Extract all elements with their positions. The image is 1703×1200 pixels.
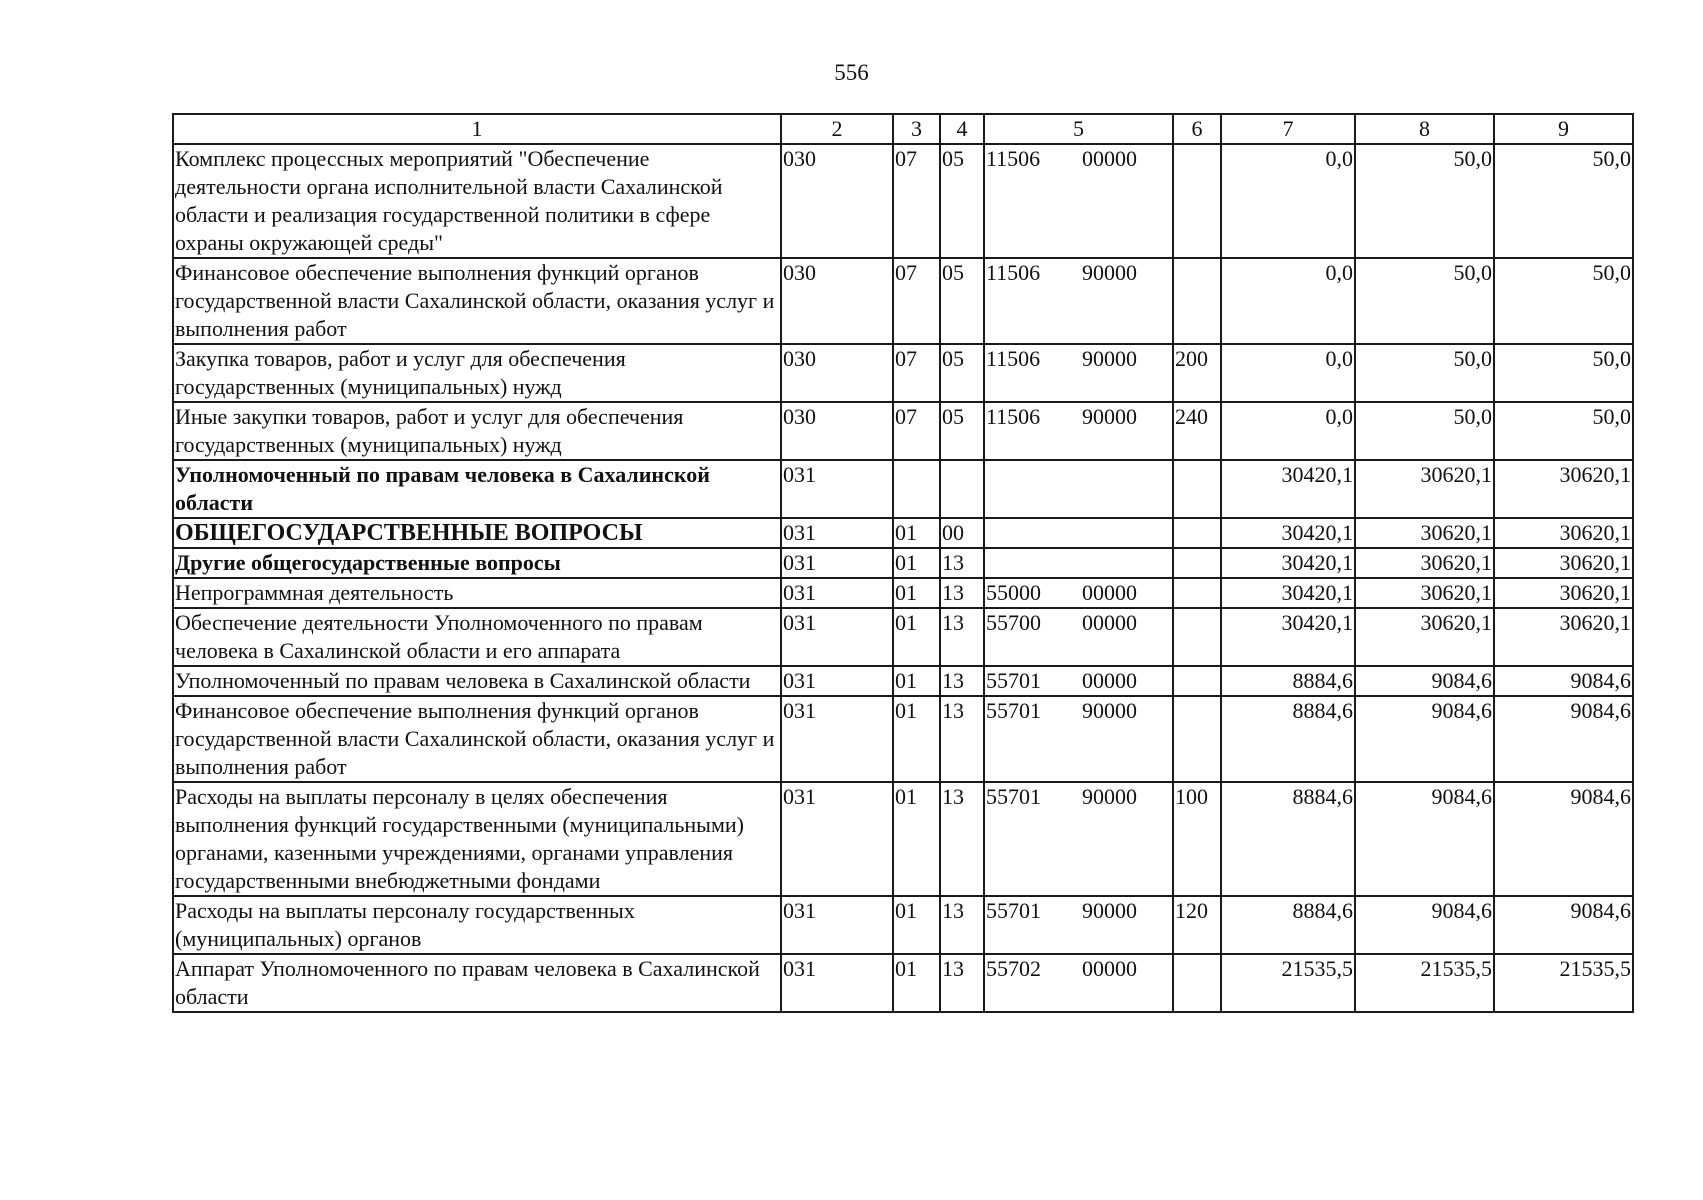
amount-col-7: 30420,1 [1221,548,1355,578]
amount-col-7: 0,0 [1221,144,1355,258]
code-subsection: 13 [940,548,984,578]
code-target-program: 55701 [986,698,1041,723]
table-row [173,344,1633,402]
code-target-article [984,258,1173,344]
amount-col-8: 21535,5 [1355,954,1494,1012]
code-section: 01 [893,548,940,578]
row-description: Закупка товаров, работ и услуг для обеспечения государственных (муниципальных) нужд [173,344,781,402]
amount-col-9: 30620,1 [1494,460,1633,518]
code-target-direction: 90000 [1082,898,1137,923]
table-header [173,114,1633,144]
table-row [173,954,1633,1012]
table-row [173,258,1633,344]
row-description: Расходы на выплаты персоналу в целях обеспечения выполнения функций государственными (муниципальными) органами, казенными учреждениями, органами управления государственными внебюджетными фондами [173,782,781,896]
row-description: Финансовое обеспечение выполнения функций органов государственной власти Сахалинской области, оказания услуг и выполнения работ [173,258,781,344]
code-admin: 031 [781,666,893,696]
code-admin: 031 [781,896,893,954]
amount-col-9: 30620,1 [1494,608,1633,666]
code-target-article [984,666,1173,696]
row-description: Уполномоченный по правам человека в Сахалинской области [173,666,781,696]
amount-col-9: 9084,6 [1494,896,1633,954]
amount-col-8: 30620,1 [1355,578,1494,608]
table-row [173,696,1633,782]
code-admin: 030 [781,344,893,402]
code-expense-type: 200 [1173,344,1221,402]
amount-col-9: 50,0 [1494,344,1633,402]
amount-col-9: 30620,1 [1494,518,1633,548]
code-target-article [984,548,1173,578]
code-target-program: 55000 [986,580,1041,605]
header-col-7: 7 [1221,114,1355,144]
code-section: 07 [893,344,940,402]
row-description: ОБЩЕГОСУДАРСТВЕННЫЕ ВОПРОСЫ [173,518,781,548]
code-section: 01 [893,666,940,696]
code-target-program: 11506 [986,346,1041,371]
table-row [173,578,1633,608]
code-expense-type: 100 [1173,782,1221,896]
code-target-direction: 00000 [1082,580,1137,605]
code-subsection: 05 [940,258,984,344]
code-section: 07 [893,144,940,258]
table-row [173,666,1633,696]
row-description: Комплекс процессных мероприятий "Обеспечение деятельности органа исполнительной власти Сахалинской области и реализация государственной политики в сфере охраны окружающей среды" [173,144,781,258]
amount-col-9: 9084,6 [1494,666,1633,696]
header-col-8: 8 [1355,114,1494,144]
code-expense-type [1173,518,1221,548]
table-row [173,896,1633,954]
code-subsection: 00 [940,518,984,548]
amount-col-9: 50,0 [1494,258,1633,344]
page-number: 556 [834,60,869,85]
code-expense-type [1173,608,1221,666]
row-description: Расходы на выплаты персоналу государственных (муниципальных) органов [173,896,781,954]
table-row [173,782,1633,896]
amount-col-8: 50,0 [1355,344,1494,402]
header-row [173,114,1633,144]
code-target-article [984,696,1173,782]
code-admin: 031 [781,518,893,548]
code-subsection: 13 [940,896,984,954]
code-subsection: 13 [940,782,984,896]
table-row [173,402,1633,460]
code-target-program: 11506 [986,146,1041,171]
row-description: Аппарат Уполномоченного по правам человека в Сахалинской области [173,954,781,1012]
amount-col-8: 50,0 [1355,402,1494,460]
code-target-direction: 00000 [1082,610,1137,635]
code-admin: 031 [781,608,893,666]
amount-col-7: 8884,6 [1221,696,1355,782]
table-body [173,144,1633,1012]
amount-col-7: 30420,1 [1221,518,1355,548]
amount-col-8: 50,0 [1355,144,1494,258]
code-target-article [984,344,1173,402]
code-target-program: 55701 [986,784,1041,809]
code-admin: 031 [781,954,893,1012]
amount-col-7: 30420,1 [1221,608,1355,666]
amount-col-9: 50,0 [1494,144,1633,258]
code-target-program: 55700 [986,610,1041,635]
code-target-article [984,896,1173,954]
code-admin: 031 [781,696,893,782]
code-expense-type [1173,666,1221,696]
header-col-4: 4 [940,114,984,144]
code-target-article [984,144,1173,258]
code-target-direction: 00000 [1082,146,1137,171]
header-col-1: 1 [173,114,781,144]
amount-col-8: 30620,1 [1355,608,1494,666]
code-target-direction: 90000 [1082,346,1137,371]
header-col-9: 9 [1494,114,1633,144]
code-section: 01 [893,954,940,1012]
amount-col-7: 30420,1 [1221,460,1355,518]
amount-col-8: 30620,1 [1355,460,1494,518]
amount-col-9: 9084,6 [1494,696,1633,782]
code-admin: 031 [781,578,893,608]
code-admin: 030 [781,402,893,460]
code-target-direction: 90000 [1082,784,1137,809]
header-col-2: 2 [781,114,893,144]
amount-col-8: 50,0 [1355,258,1494,344]
amount-col-7: 0,0 [1221,402,1355,460]
row-description: Непрограммная деятельность [173,578,781,608]
code-target-direction: 00000 [1082,668,1137,693]
amount-col-9: 9084,6 [1494,782,1633,896]
code-expense-type [1173,258,1221,344]
row-description: Иные закупки товаров, работ и услуг для обеспечения государственных (муниципальных) нужд [173,402,781,460]
amount-col-8: 9084,6 [1355,782,1494,896]
code-expense-type [1173,548,1221,578]
code-target-article [984,402,1173,460]
amount-col-9: 30620,1 [1494,548,1633,578]
code-target-program: 55701 [986,898,1041,923]
code-section: 01 [893,578,940,608]
code-target-article [984,518,1173,548]
amount-col-7: 8884,6 [1221,666,1355,696]
amount-col-7: 8884,6 [1221,896,1355,954]
amount-col-7: 0,0 [1221,344,1355,402]
code-target-article [984,578,1173,608]
code-admin: 030 [781,258,893,344]
code-subsection: 13 [940,696,984,782]
code-subsection [940,460,984,518]
row-description: Другие общегосударственные вопросы [173,548,781,578]
code-target-program: 11506 [986,260,1041,285]
amount-col-7: 8884,6 [1221,782,1355,896]
code-target-direction: 90000 [1082,404,1137,429]
code-subsection: 13 [940,578,984,608]
header-col-3: 3 [893,114,940,144]
code-section: 07 [893,402,940,460]
amount-col-9: 30620,1 [1494,578,1633,608]
amount-col-7: 21535,5 [1221,954,1355,1012]
code-target-program: 55701 [986,668,1041,693]
amount-col-8: 30620,1 [1355,548,1494,578]
code-target-article [984,954,1173,1012]
code-expense-type [1173,696,1221,782]
code-section: 01 [893,782,940,896]
code-target-article [984,608,1173,666]
code-section: 01 [893,896,940,954]
code-target-article [984,460,1173,518]
code-section: 01 [893,696,940,782]
code-expense-type: 120 [1173,896,1221,954]
code-expense-type [1173,144,1221,258]
amount-col-7: 0,0 [1221,258,1355,344]
code-subsection: 05 [940,144,984,258]
table-row [173,518,1633,548]
code-section [893,460,940,518]
code-target-direction: 90000 [1082,698,1137,723]
code-target-program: 11506 [986,404,1041,429]
code-target-direction: 00000 [1082,956,1137,981]
table-row [173,548,1633,578]
code-admin: 031 [781,548,893,578]
code-subsection: 13 [940,954,984,1012]
code-section: 01 [893,608,940,666]
header-col-5: 5 [984,114,1173,144]
code-subsection: 05 [940,344,984,402]
code-target-article [984,782,1173,896]
code-admin: 031 [781,782,893,896]
row-description: Уполномоченный по правам человека в Сахалинской области [173,460,781,518]
budget-table [172,113,1634,1013]
amount-col-9: 21535,5 [1494,954,1633,1012]
code-subsection: 05 [940,402,984,460]
amount-col-9: 50,0 [1494,402,1633,460]
amount-col-8: 30620,1 [1355,518,1494,548]
code-admin: 031 [781,460,893,518]
code-subsection: 13 [940,608,984,666]
code-expense-type [1173,460,1221,518]
code-target-direction: 90000 [1082,260,1137,285]
amount-col-8: 9084,6 [1355,896,1494,954]
code-expense-type: 240 [1173,402,1221,460]
table-row [173,460,1633,518]
row-description: Обеспечение деятельности Уполномоченного по правам человека в Сахалинской области и его аппарата [173,608,781,666]
code-expense-type [1173,578,1221,608]
code-section: 01 [893,518,940,548]
row-description: Финансовое обеспечение выполнения функций органов государственной власти Сахалинской области, оказания услуг и выполнения работ [173,696,781,782]
code-section: 07 [893,258,940,344]
amount-col-8: 9084,6 [1355,696,1494,782]
header-col-6: 6 [1173,114,1221,144]
table-row [173,608,1633,666]
code-expense-type [1173,954,1221,1012]
code-target-program: 55702 [986,956,1041,981]
code-admin: 030 [781,144,893,258]
table-row [173,144,1633,258]
amount-col-7: 30420,1 [1221,578,1355,608]
code-subsection: 13 [940,666,984,696]
amount-col-8: 9084,6 [1355,666,1494,696]
